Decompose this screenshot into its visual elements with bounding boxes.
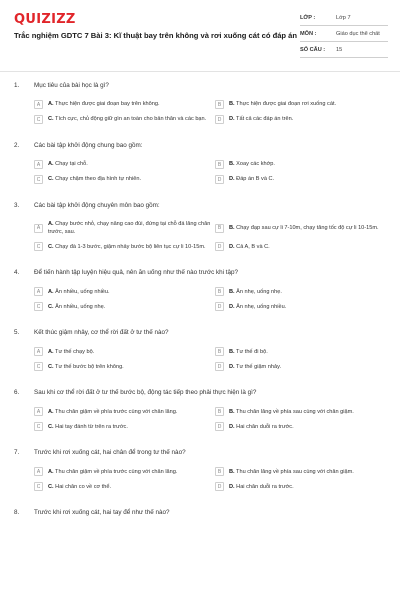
- answer-option-d[interactable]: [215, 419, 396, 434]
- option-letter-box: C: [34, 482, 43, 491]
- meta-row-subject: [300, 26, 388, 42]
- option-prefix: D.: [229, 243, 235, 250]
- option-letter-box: A: [34, 287, 43, 296]
- option-prefix: A.: [48, 221, 54, 227]
- header-divider: [0, 71, 400, 72]
- option-text: Ăn nhẹ, uống nhẹ.: [236, 288, 282, 295]
- worksheet-meta: [300, 10, 388, 58]
- option-label: [48, 348, 94, 356]
- option-text: Tất cả các đáp án trên.: [236, 116, 294, 123]
- option-letter-box: D: [215, 302, 224, 311]
- option-row: [34, 299, 396, 314]
- question-number: 5.: [14, 329, 20, 337]
- option-letter-box: C: [34, 115, 43, 124]
- option-label: [48, 363, 124, 371]
- option-letter-box: D: [215, 175, 224, 184]
- option-letter-box: D: [215, 422, 224, 431]
- option-label: [48, 243, 206, 251]
- meta-value: Giáo dục thể chất: [336, 30, 380, 37]
- option-prefix: D.: [229, 303, 235, 310]
- option-prefix: C.: [48, 483, 54, 490]
- option-row: [34, 344, 396, 359]
- option-text: Tư thế giậm nhảy.: [236, 363, 282, 370]
- option-text: Chạy đà 1-3 bước, giậm nhảy bước bộ liên tục cự li 10-15m.: [55, 243, 206, 250]
- option-label: [48, 175, 141, 183]
- option-label: [229, 175, 274, 183]
- option-prefix: C.: [48, 176, 54, 183]
- option-label: [48, 408, 177, 416]
- option-label: [48, 115, 206, 123]
- worksheet-title: Trắc nghiệm GDTC 7 Bài 3: Kĩ thuật bay trên không và rơi xuống cát có đáp án: [14, 31, 298, 40]
- question-header: [0, 502, 400, 524]
- option-list: [0, 157, 396, 187]
- option-letter-box: D: [215, 242, 224, 251]
- answer-option-a[interactable]: [34, 404, 215, 419]
- answer-option-d[interactable]: [215, 479, 396, 494]
- option-text: Cả A, B và C.: [236, 243, 270, 250]
- option-letter-box: D: [215, 115, 224, 124]
- option-text: Thu chân lăng về phía sau cùng với chân giậm.: [236, 408, 354, 415]
- meta-label: LỚP :: [300, 14, 316, 21]
- option-prefix: C.: [48, 363, 54, 370]
- option-prefix: B.: [229, 161, 235, 168]
- question-header: [0, 195, 400, 217]
- question-1: [0, 75, 400, 127]
- answer-option-a[interactable]: [34, 97, 215, 112]
- option-prefix: B.: [229, 408, 235, 415]
- option-label: [48, 160, 88, 168]
- option-list: [0, 404, 396, 434]
- answer-option-b[interactable]: [215, 284, 396, 299]
- meta-value: Lớp 7: [336, 14, 351, 21]
- option-text: Xoay các khớp.: [236, 161, 275, 168]
- option-row: [34, 172, 396, 187]
- answer-option-c[interactable]: [34, 299, 215, 314]
- option-prefix: B.: [229, 288, 235, 295]
- question-number: 1.: [14, 82, 20, 89]
- option-text: Thu chân lăng về phía sau cùng với chân giậm.: [236, 468, 354, 475]
- question-header: [0, 322, 400, 344]
- option-letter-box: A: [34, 100, 43, 109]
- option-text: Thực hiện được giai đoạn rơi xuống cát.: [236, 101, 337, 108]
- answer-option-b[interactable]: [215, 217, 396, 239]
- question-text: Mục tiêu của bài học là gì?: [34, 82, 109, 89]
- option-row: [34, 157, 396, 172]
- option-list: [0, 344, 396, 374]
- option-letter-box: D: [215, 482, 224, 491]
- option-letter-box: B: [215, 467, 224, 476]
- option-letter-box: B: [215, 407, 224, 416]
- option-prefix: D.: [229, 363, 235, 370]
- answer-option-d[interactable]: [215, 112, 396, 127]
- answer-option-d[interactable]: [215, 239, 396, 254]
- meta-label: SỐ CÂU :: [300, 46, 326, 53]
- option-label: [48, 220, 215, 236]
- option-text: Chạy tại chỗ.: [55, 161, 88, 168]
- answer-option-a[interactable]: [34, 344, 215, 359]
- option-label: [48, 423, 128, 431]
- option-label: [229, 483, 294, 491]
- option-label: [229, 408, 354, 416]
- answer-option-d[interactable]: [215, 299, 396, 314]
- option-label: [229, 100, 336, 108]
- answer-option-a[interactable]: [34, 284, 215, 299]
- option-row: [34, 404, 396, 419]
- option-row: [34, 284, 396, 299]
- option-letter-box: A: [34, 347, 43, 356]
- question-3: [0, 195, 400, 254]
- option-text: Hai tay đánh từ trên ra trước.: [55, 423, 128, 430]
- option-prefix: C.: [48, 303, 54, 310]
- answer-option-c[interactable]: [34, 239, 215, 254]
- question-text: Sau khi cơ thể rời đất ở tư thế bước bộ, động tác tiếp theo phải thực hiện là gì?: [34, 389, 257, 397]
- option-letter-box: A: [34, 160, 43, 169]
- option-letter-box: A: [34, 224, 43, 233]
- option-letter-box: A: [34, 467, 43, 476]
- option-text: Chạy đạp sau cự li 7-10m, chạy tăng tốc độ cự li 10-15m.: [236, 225, 379, 232]
- question-header: [0, 382, 400, 404]
- answer-option-c[interactable]: [34, 112, 215, 127]
- option-list: [0, 97, 396, 127]
- question-text: Trước khi rơi xuống cát, hai tay để như thế nào?: [34, 509, 170, 517]
- option-label: [229, 348, 268, 356]
- option-label: [48, 100, 160, 108]
- option-text: Hai chân co về cơ thể.: [55, 483, 112, 490]
- option-label: [48, 303, 105, 311]
- option-prefix: A.: [48, 288, 54, 295]
- answer-option-c[interactable]: [34, 359, 215, 374]
- option-label: [229, 288, 282, 296]
- option-prefix: A.: [48, 408, 54, 415]
- option-prefix: C.: [48, 423, 54, 430]
- option-row: [34, 112, 396, 127]
- option-text: Ăn nhiều, uống nhiều.: [55, 288, 110, 295]
- answer-option-b[interactable]: [215, 404, 396, 419]
- option-text: Tư thế chạy bộ.: [55, 348, 95, 355]
- question-number: 2.: [14, 142, 20, 149]
- question-8: [0, 502, 400, 524]
- option-label: [229, 423, 294, 431]
- answer-option-b[interactable]: [215, 97, 396, 112]
- meta-row-count: [300, 42, 388, 58]
- option-letter-box: B: [215, 100, 224, 109]
- option-prefix: B.: [229, 348, 235, 355]
- question-text: Để tiến hành tập luyện hiệu quả, nên ăn uống như thế nào trước khi tập?: [34, 269, 239, 277]
- option-letter-box: C: [34, 302, 43, 311]
- option-list: [0, 217, 396, 254]
- option-label: [229, 160, 275, 168]
- option-label: [48, 468, 177, 476]
- option-row: [34, 464, 396, 479]
- option-label: [229, 243, 270, 251]
- question-header: [0, 135, 400, 157]
- answer-option-a[interactable]: [34, 157, 215, 172]
- question-header: [0, 75, 400, 97]
- question-number: 3.: [14, 202, 20, 209]
- question-number: 6.: [14, 389, 20, 397]
- option-list: [0, 284, 396, 314]
- option-prefix: A.: [48, 161, 54, 168]
- option-row: [34, 239, 396, 254]
- answer-option-d[interactable]: [215, 172, 396, 187]
- option-letter-box: C: [34, 242, 43, 251]
- answer-option-b[interactable]: [215, 464, 396, 479]
- option-label: [229, 363, 281, 371]
- option-text: Ăn nhiều, uống nhẹ.: [55, 303, 106, 310]
- option-letter-box: C: [34, 422, 43, 431]
- question-text: Các bài tập khởi động chuyên môn bao gồm:: [34, 202, 160, 209]
- option-row: [34, 479, 396, 494]
- option-text: Chạy chậm theo địa hình tự nhiên.: [55, 176, 141, 183]
- option-prefix: D.: [229, 423, 235, 430]
- option-text: Thu chân giậm về phía trước cùng với chân lăng.: [55, 408, 178, 415]
- question-number: 8.: [14, 509, 20, 517]
- option-prefix: D.: [229, 176, 235, 183]
- answer-option-c[interactable]: [34, 419, 215, 434]
- option-row: [34, 97, 396, 112]
- option-list: [0, 464, 396, 494]
- question-text: Trước khi rơi xuống cát, hai chân để trong tư thế nào?: [34, 449, 186, 457]
- question-header: [0, 442, 400, 464]
- question-2: [0, 135, 400, 187]
- option-text: Tích cực, chủ động giữ gìn an toàn cho bản thân và các bạn.: [55, 116, 207, 123]
- meta-row-class: [300, 10, 388, 26]
- option-prefix: A.: [48, 101, 54, 108]
- option-text: Tư thế bước bộ trên không.: [55, 363, 124, 370]
- quizizz-logo: QUIZIZZ: [14, 12, 76, 27]
- option-label: [229, 468, 354, 476]
- question-text: Kết thúc giậm nhảy, cơ thể rời đất ở tư thế nào?: [34, 329, 169, 337]
- option-label: [229, 303, 286, 311]
- option-row: [34, 217, 396, 239]
- option-row: [34, 419, 396, 434]
- question-4: [0, 262, 400, 314]
- option-row: [34, 359, 396, 374]
- question-header: [0, 262, 400, 284]
- answer-option-a[interactable]: [34, 464, 215, 479]
- question-list: [0, 75, 400, 524]
- option-letter-box: C: [34, 175, 43, 184]
- option-letter-box: B: [215, 224, 224, 233]
- option-prefix: B.: [229, 468, 235, 475]
- option-label: [229, 115, 293, 123]
- option-text: Ăn nhẹ, uống nhiều.: [236, 303, 287, 310]
- option-prefix: B.: [229, 101, 235, 108]
- option-text: Tư thế đi bộ.: [236, 348, 268, 355]
- option-prefix: C.: [48, 116, 54, 123]
- question-number: 4.: [14, 269, 20, 277]
- option-text: Đáp án B và C.: [236, 176, 275, 183]
- question-text: Các bài tập khởi động chung bao gồm:: [34, 142, 143, 149]
- option-letter-box: A: [34, 407, 43, 416]
- option-letter-box: B: [215, 347, 224, 356]
- option-prefix: D.: [229, 116, 235, 123]
- answer-option-a[interactable]: [34, 217, 215, 239]
- option-prefix: A.: [48, 468, 54, 475]
- option-text: Hai chân duỗi ra trước.: [236, 483, 294, 490]
- answer-option-c[interactable]: [34, 479, 215, 494]
- option-letter-box: B: [215, 287, 224, 296]
- option-text: Thu chân giậm về phía trước cùng với chân lăng.: [55, 468, 178, 475]
- option-prefix: D.: [229, 483, 235, 490]
- option-text: Chạy bước nhỏ, chạy nâng cao đùi, đứng tại chỗ đá lăng chân trước, sau.: [48, 221, 211, 236]
- question-7: [0, 442, 400, 494]
- option-letter-box: B: [215, 160, 224, 169]
- option-letter-box: C: [34, 362, 43, 371]
- option-label: [229, 224, 379, 232]
- option-label: [48, 483, 111, 491]
- answer-option-c[interactable]: [34, 172, 215, 187]
- option-letter-box: D: [215, 362, 224, 371]
- meta-value: 15: [336, 46, 343, 53]
- option-prefix: C.: [48, 243, 54, 250]
- option-prefix: B.: [229, 225, 235, 232]
- answer-option-b[interactable]: [215, 157, 396, 172]
- option-label: [48, 288, 110, 296]
- option-prefix: A.: [48, 348, 54, 355]
- answer-option-b[interactable]: [215, 344, 396, 359]
- option-text: Thực hiện được giai đoạn bay trên không.: [55, 101, 160, 108]
- question-5: [0, 322, 400, 374]
- worksheet-header: [0, 0, 400, 64]
- answer-option-d[interactable]: [215, 359, 396, 374]
- question-number: 7.: [14, 449, 20, 457]
- question-6: [0, 382, 400, 434]
- meta-label: MÔN :: [300, 30, 317, 37]
- option-text: Hai chân duỗi ra trước.: [236, 423, 294, 430]
